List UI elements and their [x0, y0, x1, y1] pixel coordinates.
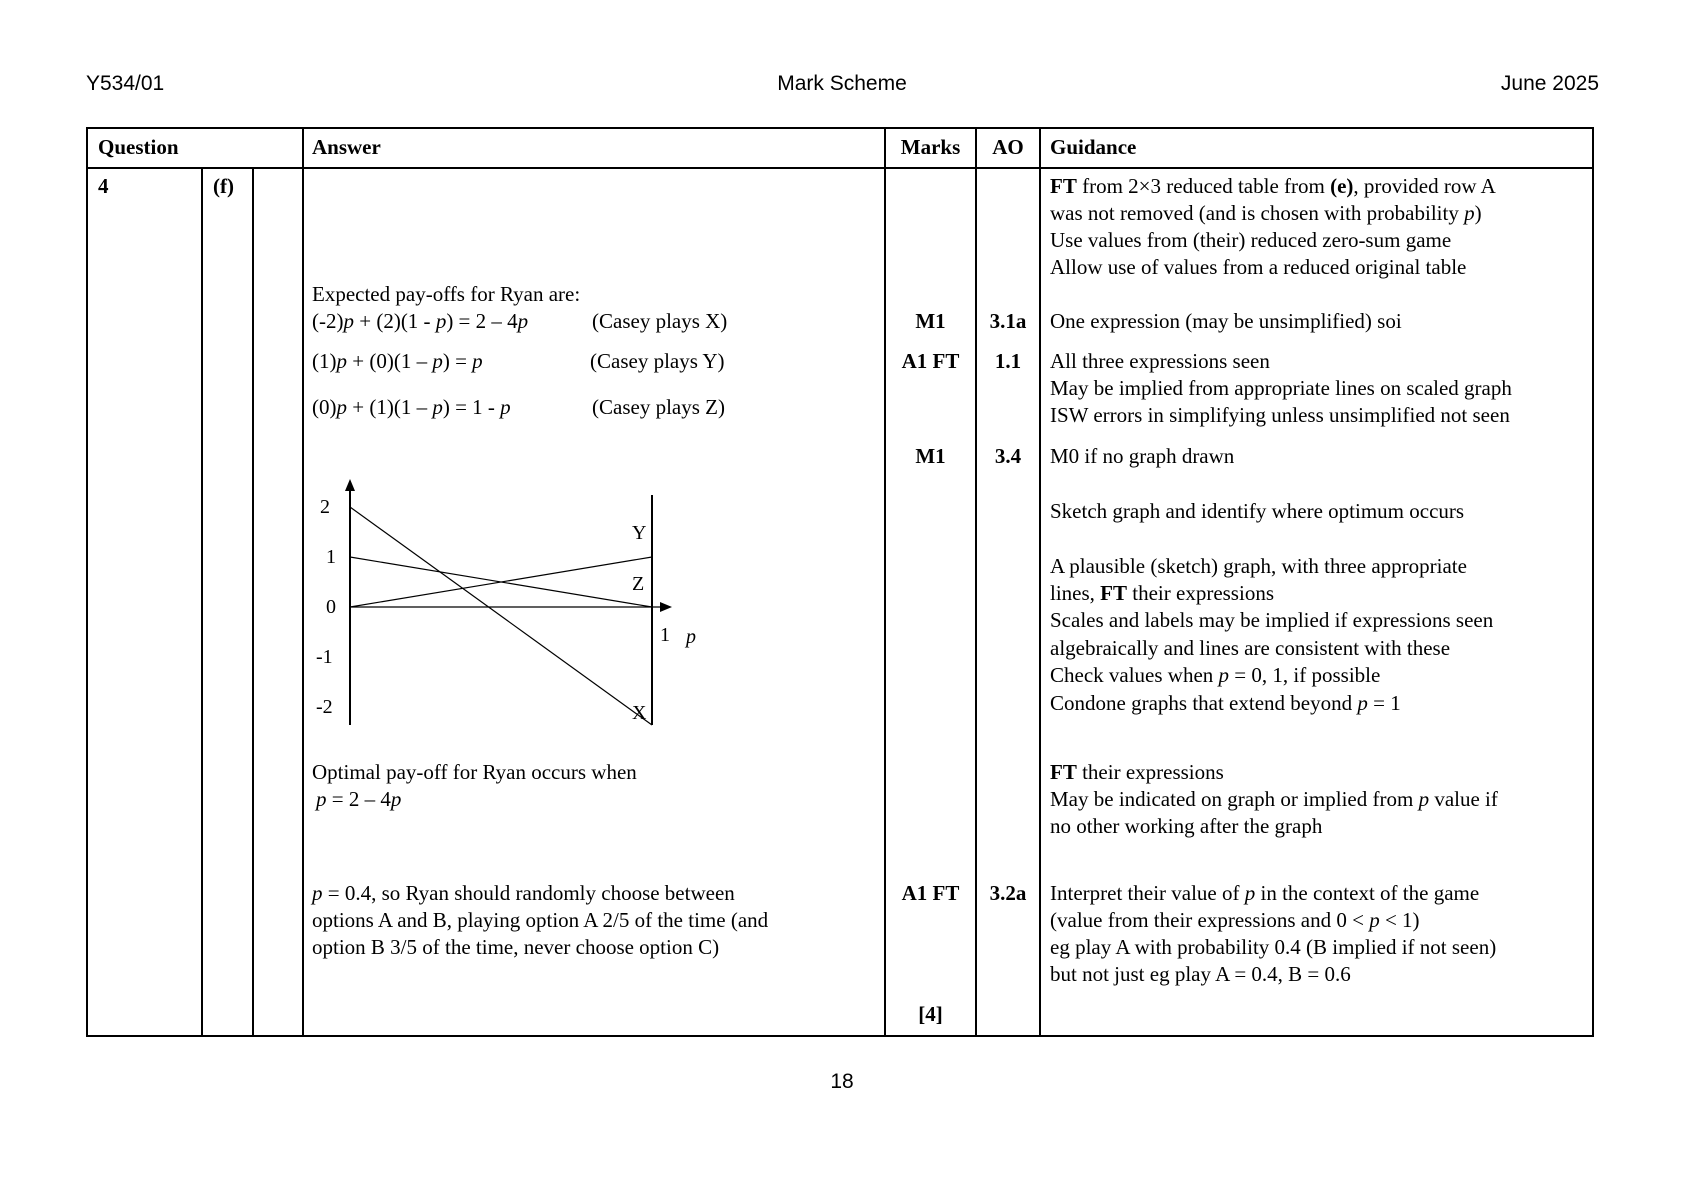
- guidance-line: One expression (may be unsimplified) soi: [1050, 309, 1402, 333]
- answer-intro: Expected pay-offs for Ryan are:: [312, 282, 581, 306]
- guidance-line: Allow use of values from a reduced original table: [1050, 255, 1467, 279]
- guidance-line: Use values from (their) reduced zero-sum game: [1050, 228, 1452, 252]
- page-number: 18: [830, 1070, 854, 1093]
- var-p: p: [343, 309, 354, 333]
- guidance-line: [1050, 786, 1498, 814]
- guidance-line: [1050, 200, 1482, 228]
- guidance-line: [1050, 690, 1401, 718]
- var-p: p: [316, 787, 327, 811]
- x-axis-label: p: [686, 626, 696, 648]
- col-divider-subpart: [252, 169, 254, 1035]
- var-p: p: [1218, 663, 1230, 687]
- expr-text: ) =: [442, 349, 473, 373]
- total-marks: [4]: [918, 1002, 943, 1026]
- expr-text: ) = 1 -: [442, 395, 501, 419]
- label-x: X: [632, 702, 647, 724]
- bold-text: FT: [1100, 581, 1128, 605]
- guidance-line: Scales and labels may be implied if expressions seen: [1050, 608, 1494, 632]
- header-ao: AO: [992, 135, 1024, 159]
- mark-2: A1 FT: [901, 349, 960, 373]
- text: in the context of the game: [1255, 881, 1480, 905]
- mark-scheme-table: [86, 127, 1594, 1037]
- guidance-line: no other working after the graph: [1050, 814, 1323, 838]
- bold-text: FT: [1050, 760, 1077, 784]
- y-axis-arrow-icon: [345, 479, 355, 491]
- guidance-line: All three expressions seen: [1050, 349, 1270, 373]
- bold-text: (e): [1330, 174, 1354, 198]
- answer-expression-z: [312, 394, 511, 422]
- mark-3: M1: [915, 444, 946, 468]
- answer-expression-y: [312, 348, 483, 376]
- var-p: p: [336, 395, 347, 419]
- conclusion-line-2: options A and B, playing option A 2/5 of the time (and: [312, 908, 769, 932]
- expr-text: = 0.4, so Ryan should randomly choose between: [322, 881, 735, 905]
- var-p: p: [1464, 201, 1475, 225]
- exam-date: June 2025: [1500, 72, 1599, 95]
- document-title: Mark Scheme: [777, 72, 907, 95]
- var-p: p: [1418, 787, 1430, 811]
- text: May be indicated on graph or implied from: [1050, 787, 1419, 811]
- text: Condone graphs that extend beyond: [1050, 691, 1358, 715]
- guidance-line: A plausible (sketch) graph, with three appropriate: [1050, 554, 1467, 578]
- question-number: 4: [98, 174, 109, 198]
- ao-2: 1.1: [994, 349, 1022, 373]
- guidance-line: [1050, 907, 1420, 935]
- optimal-equation: [316, 786, 401, 814]
- ao-3: 3.4: [994, 444, 1022, 468]
- text: from 2×3 reduced table from: [1076, 174, 1331, 198]
- var-p: p: [312, 881, 323, 905]
- y-tick-1: 1: [326, 546, 336, 568]
- header-guidance: Guidance: [1050, 135, 1137, 159]
- var-p: p: [472, 349, 483, 373]
- guidance-line: [1050, 880, 1479, 908]
- header-marks: Marks: [900, 135, 961, 159]
- x-axis-arrow-icon: [660, 602, 672, 612]
- guidance-line: ISW errors in simplifying unless unsimplified not seen: [1050, 403, 1510, 427]
- expr-text: ) = 2 – 4: [446, 309, 518, 333]
- var-p: p: [390, 787, 402, 811]
- text: = 1: [1367, 691, 1401, 715]
- conclusion-line-1: [312, 880, 735, 908]
- payoff-graph: [310, 477, 710, 737]
- var-p: p: [336, 349, 347, 373]
- col-divider-answer: [302, 129, 304, 1035]
- var-p: p: [1244, 881, 1256, 905]
- expr-text: + (2)(1 -: [353, 309, 436, 333]
- case-z: (Casey plays Z): [592, 395, 725, 419]
- expr-text: (-2): [312, 309, 344, 333]
- case-x: (Casey plays X): [592, 309, 728, 333]
- col-divider-guidance: [1039, 129, 1041, 1035]
- guidance-line: eg play A with probability 0.4 (B implied if not seen): [1050, 935, 1497, 959]
- col-divider-part: [201, 169, 203, 1035]
- var-p: p: [517, 309, 529, 333]
- expr-text: + (0)(1 –: [347, 349, 433, 373]
- text: lines,: [1050, 581, 1101, 605]
- header-answer: Answer: [312, 135, 381, 159]
- text: = 0, 1, if possible: [1229, 663, 1381, 687]
- var-p: p: [435, 309, 447, 333]
- text: was not removed (and is chosen with probability: [1050, 201, 1465, 225]
- text: Interpret their value of: [1050, 881, 1245, 905]
- label-y: Y: [632, 522, 647, 544]
- expr-text: + (1)(1 –: [347, 395, 433, 419]
- guidance-line: [1050, 173, 1496, 201]
- var-p: p: [432, 349, 443, 373]
- bold-text: FT: [1050, 174, 1077, 198]
- y-tick-minus-1: -1: [316, 646, 333, 668]
- text: (value from their expressions and 0 <: [1050, 908, 1370, 932]
- expr-text: (1): [312, 349, 337, 373]
- case-y: (Casey plays Y): [590, 349, 725, 373]
- text: , provided row A: [1353, 174, 1496, 198]
- optimal-payoff-text: Optimal pay-off for Ryan occurs when: [312, 760, 637, 784]
- ao-4: 3.2a: [989, 881, 1027, 905]
- text: their expressions: [1076, 760, 1224, 784]
- guidance-line: May be implied from appropriate lines on scaled graph: [1050, 376, 1512, 400]
- guidance-line: algebraically and lines are consistent with these: [1050, 636, 1451, 660]
- ao-1: 3.1a: [989, 309, 1027, 333]
- expr-text: = 2 – 4: [326, 787, 391, 811]
- text: value if: [1429, 787, 1498, 811]
- label-z: Z: [632, 573, 645, 595]
- expr-text: (0): [312, 395, 337, 419]
- header-divider: [88, 167, 1592, 169]
- paper-code: Y534/01: [86, 72, 165, 95]
- line-x: [350, 507, 652, 725]
- question-part: (f): [213, 174, 234, 198]
- y-tick-0: 0: [326, 596, 336, 618]
- x-tick-1: 1: [660, 624, 670, 646]
- mark-4: A1 FT: [901, 881, 960, 905]
- var-p: p: [1369, 908, 1380, 932]
- guidance-line: but not just eg play A = 0.4, B = 0.6: [1050, 962, 1351, 986]
- y-tick-minus-2: -2: [316, 696, 333, 718]
- y-tick-2: 2: [320, 496, 330, 518]
- text: Check values when: [1050, 663, 1219, 687]
- guidance-line: [1050, 759, 1224, 787]
- guidance-line: [1050, 662, 1380, 690]
- var-p: p: [500, 395, 511, 419]
- var-p: p: [432, 395, 443, 419]
- text: their expressions: [1127, 581, 1274, 605]
- header-question: Question: [98, 135, 179, 159]
- answer-expression-x: [312, 308, 528, 336]
- text: < 1): [1379, 908, 1420, 932]
- guidance-line: M0 if no graph drawn: [1050, 444, 1235, 468]
- guidance-line: Sketch graph and identify where optimum occurs: [1050, 499, 1465, 523]
- guidance-line: [1050, 580, 1274, 608]
- conclusion-line-3: option B 3/5 of the time, never choose option C): [312, 935, 720, 959]
- var-p: p: [1357, 691, 1368, 715]
- mark-1: M1: [915, 309, 946, 333]
- text: ): [1474, 201, 1482, 225]
